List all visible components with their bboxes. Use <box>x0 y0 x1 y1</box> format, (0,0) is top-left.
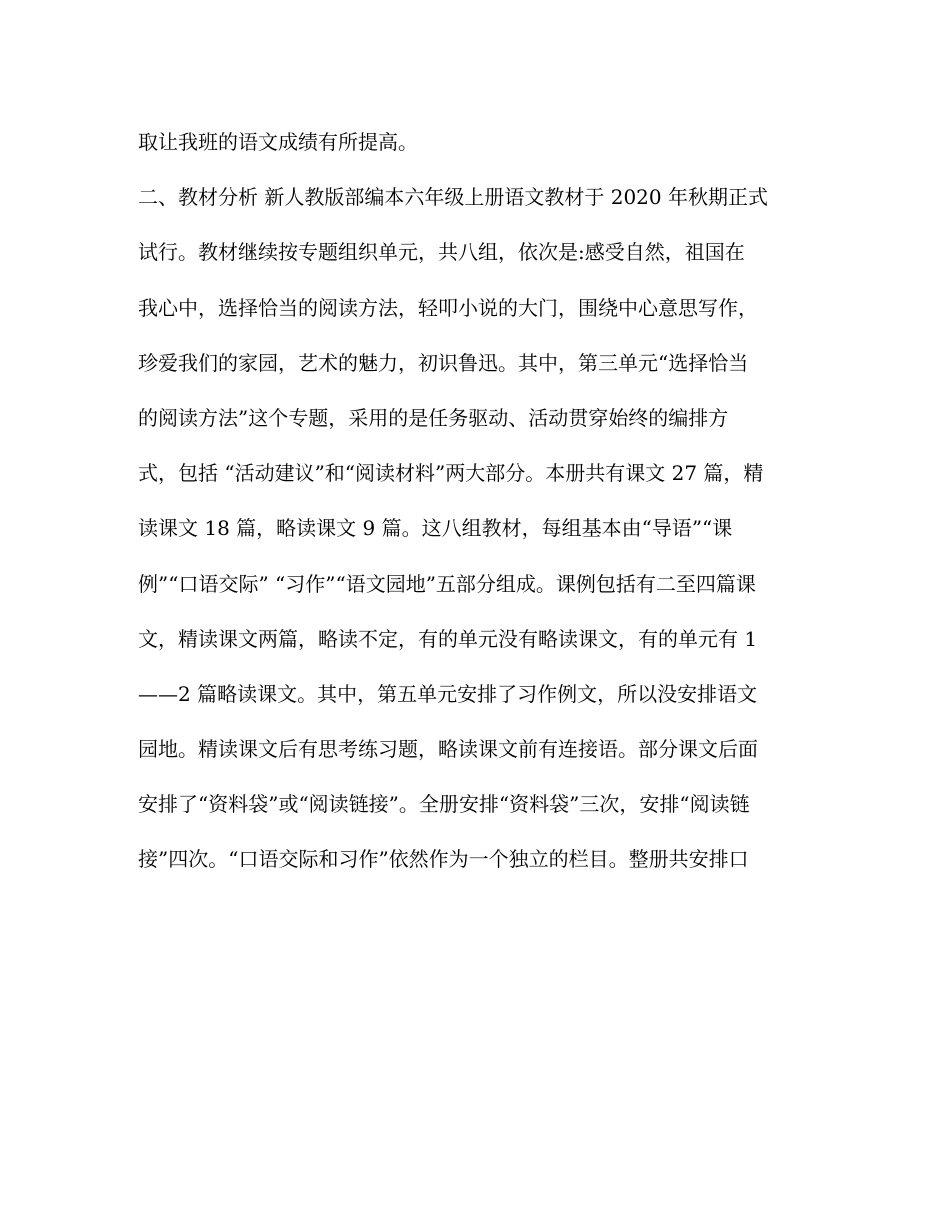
text-line: 式，包括 “活动建议”和“阅读材料”两大部分。本册共有课文 27 篇，精 <box>138 461 764 486</box>
text-line: 试行。教材继续按专题组织单元，共八组，依次是:感受自然，祖国在 <box>138 240 745 265</box>
text-line: 读课文 18 篇，略读课文 9 篇。这八组教材，每组基本由“导语”“课 <box>138 516 733 541</box>
text-line: 珍爱我们的家园，艺术的魅力，初识鲁迅。其中，第三单元“选择恰当 <box>138 350 749 375</box>
text-line: 的阅读方法”这个专题，采用的是任务驱动、活动贯穿始终的编排方 <box>138 405 729 430</box>
text-line: 安排了“资料袋”或“阅读链接”。全册安排“资料袋”三次，安排“阅读链 <box>138 792 750 817</box>
text-line: ——2 篇略读课文。其中，第五单元安排了习作例文，所以没安排语文 <box>138 681 758 706</box>
text-line: 例”“口语交际” “习作”“语文园地”五部分组成。课例包括有二至四篇课 <box>138 571 756 596</box>
text-line: 接”四次。“口语交际和习作”依然作为一个独立的栏目。整册共安排口 <box>138 847 749 872</box>
body-text <box>138 120 828 893</box>
text-line: 我心中，选择恰当的阅读方法，轻叩小说的大门，围绕中心意思写作， <box>138 295 758 320</box>
text-line: 文，精读课文两篇，略读不定，有的单元没有略读课文，有的单元有 1 <box>138 626 758 651</box>
text-line: 取让我班的语文成绩有所提高。 <box>138 130 418 154</box>
text-line: 二、教材分析 新人教版部编本六年级上册语文教材于 2020 年秋期正式 <box>138 185 768 210</box>
text-line: 园地。精读课文后有思考练习题，略读课文前有连接语。部分课文后面 <box>138 737 758 762</box>
